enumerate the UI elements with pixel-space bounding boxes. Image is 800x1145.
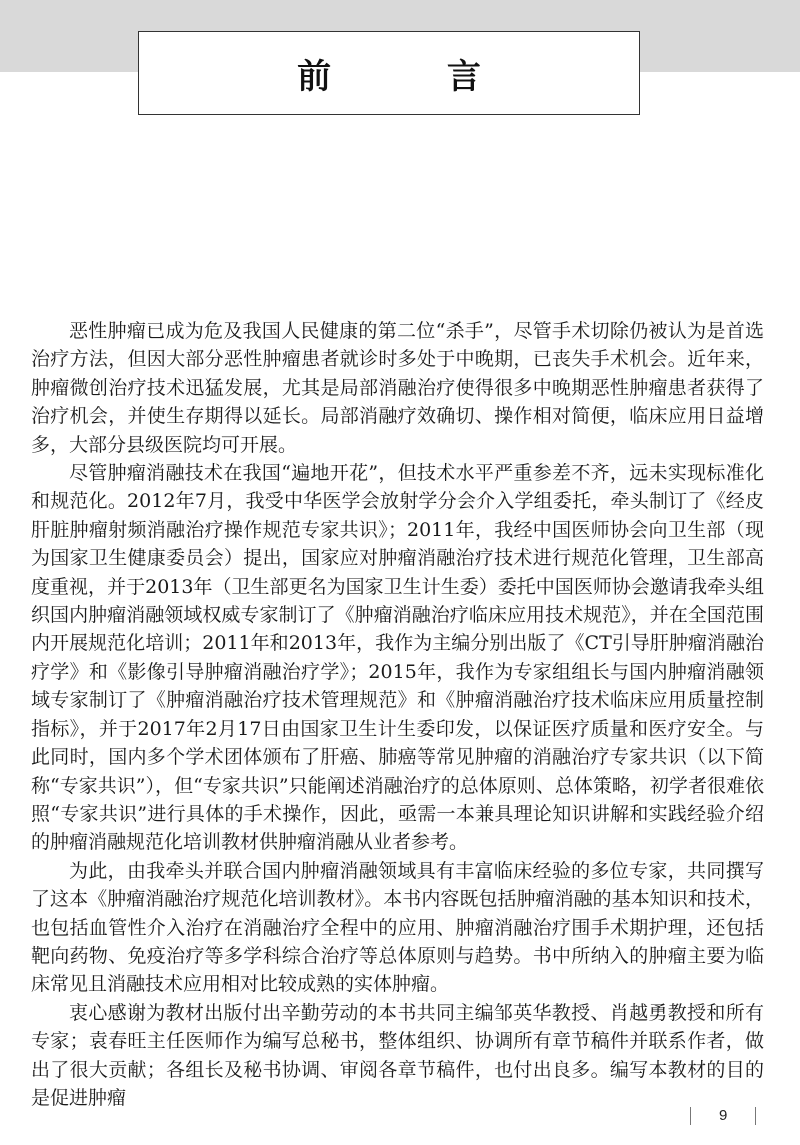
paragraph: 恶性肿瘤已成为危及我国人民健康的第二位“杀手”，尽管手术切除仍被认为是首选治疗方法，但因大部分恶性肿瘤患者就诊时多处于中晚期，已丧失手术机会。近年来，肿瘤微创治疗技术迅猛发展，尤其是局部消融治疗使得很多中晚期恶性肿瘤患者获得了治疗机会，并使生存期得以延长。局部消融疗效确切、操作相对简便，临床应用日益增多，大部分县级医院均可开展。 xyxy=(31,320,764,456)
paragraph: 衷心感谢为教材出版付出辛勤劳动的本书共同主编邹英华教授、肖越勇教授和所有专家；袁春旺主任医师作为编写总秘书，整体组织、协调所有章节稿件并联系作者，做出了很大贡献；各组长及秘书协调、审阅各章节稿件，也付出良多。编写本教材的目的是促进肿瘤 xyxy=(31,1001,764,1109)
body-text xyxy=(31,317,764,1112)
page-number: 9 xyxy=(719,1107,728,1124)
paragraph: 尽管肿瘤消融技术在我国“遍地开花”，但技术水平严重参差不齐，远未实现标准化和规范化。2012年7月，我受中华医学会放射学分会介入学组委托，牵头制订了《经皮肝脏肿瘤射频消融治疗操作规范专家共识》；2011年，我经中国医师协会向卫生部（现为国家卫生健康委员会）提出，国家应对肿瘤消融治疗技术进行规范化管理，卫生部高度重视，并于2013年（卫生部更名为国家卫生计生委）委托中国医师协会邀请我牵头组织国内肿瘤消融领域权威专家制订了《肿瘤消融治疗临床应用技术规范》，并在全国范围内开展规范化培训；2011年和2013年，我作为主编分别出版了《CT引导肝肿瘤消融治疗学》和《影像引导肿瘤消融治疗学》；2015年，我作为专家组组长与国内肿瘤消融领域专家制订了《肿瘤消融治疗技术管理规范》和《肿瘤消融治疗技术临床应用质量控制指标》，并于2017年2月17日由国家卫生计生委印发，以保证医疗质量和医疗安全。与此同时，国内多个学术团体颁布了肝癌、肺癌等常见肿瘤的消融治疗专家共识（以下简称“专家共识”），但“专家共识”只能阐述消融治疗的总体原则、总体策略，初学者很难依照“专家共识”进行具体的手术操作，因此，亟需一本兼具理论知识讲解和实践经验介绍的肿瘤消融规范化培训教材供肿瘤消融从业者参考。 xyxy=(31,462,764,854)
title-box xyxy=(138,31,640,115)
footer-divider-left xyxy=(690,1107,691,1125)
footer-divider-right xyxy=(755,1107,756,1125)
page-title: 前 言 xyxy=(297,56,533,97)
page-footer xyxy=(686,1105,760,1127)
paragraph: 为此，由我牵头并联合国内肿瘤消融领域具有丰富临床经验的多位专家，共同撰写了这本《肿瘤消融治疗规范化培训教材》。本书内容既包括肿瘤消融的基本知识和技术，也包括血管性介入治疗在消融治疗全程中的应用、肿瘤消融治疗围手术期护理，还包括靶向药物、免疫治疗等多学科综合治疗等总体原则与趋势。书中所纳入的肿瘤主要为临床常见且消融技术应用相对比较成熟的实体肿瘤。 xyxy=(31,859,764,996)
